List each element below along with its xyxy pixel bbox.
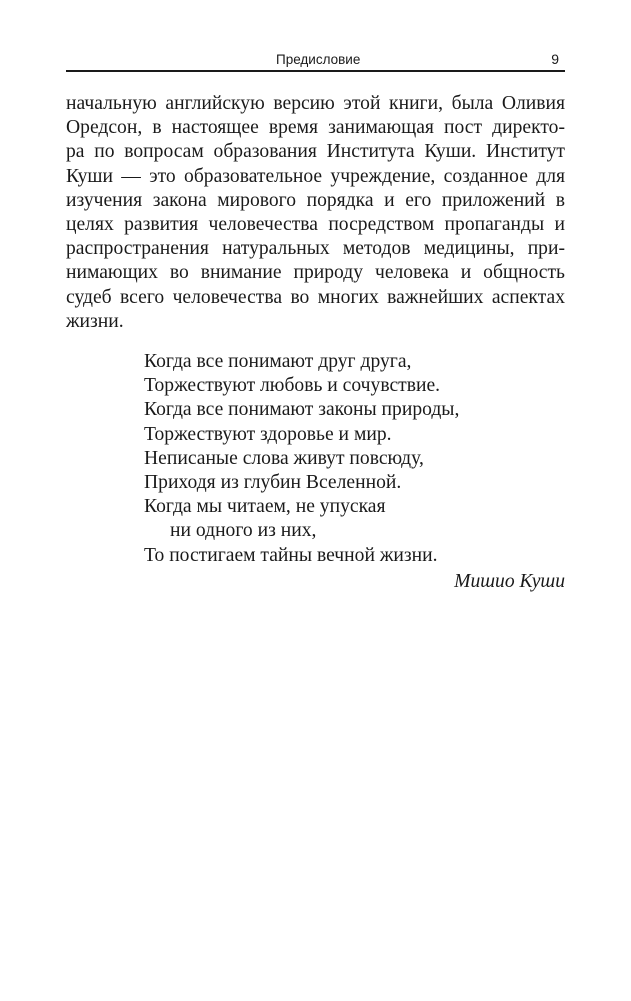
body-line: нимающих во внимание природу человека и общность xyxy=(66,262,565,284)
running-header xyxy=(66,46,565,72)
body-line: ра по вопросам образования Института Куши. Институт xyxy=(66,141,565,163)
poem-line: ни одного из них, xyxy=(170,520,317,542)
poem xyxy=(144,350,459,568)
poem-line: То постигаем тайны вечной жизни. xyxy=(144,544,438,566)
body-line: изучения закона мирового порядка и его приложений в xyxy=(66,189,565,211)
body-line: Куши — это образовательное учреждение, созданное для xyxy=(66,165,565,187)
section-title: Предисловие xyxy=(276,52,361,67)
body-line: жизни. xyxy=(66,310,124,332)
body-line: судеб всего человечества во многих важнейших аспектах xyxy=(66,286,565,308)
poem-line: Когда все понимают законы природы, xyxy=(144,399,460,421)
body-line: начальную английскую версию этой книги, была Оливия xyxy=(66,93,565,114)
body-line: целях развития человечества посредством пропаганды и xyxy=(66,214,565,236)
poem-line: Когда все понимают друг друга, xyxy=(144,351,412,372)
poem-line: Торжествуют любовь и сочувствие. xyxy=(144,375,441,397)
body-paragraph xyxy=(66,92,565,334)
page-number: 9 xyxy=(551,51,559,67)
body-line: распространения натуральных методов медицины, при- xyxy=(66,238,565,260)
author-signature: Мишио Куши xyxy=(454,571,565,592)
poem-line: Когда мы читаем, не упуская xyxy=(144,496,386,518)
body-line: Оредсон, в настоящее время занимающая пост директо- xyxy=(66,117,565,139)
poem-line: Неписаные слова живут повсюду, xyxy=(144,447,424,469)
poem-line: Торжествуют здоровье и мир. xyxy=(144,423,392,445)
header-rule xyxy=(66,70,565,72)
poem-line: Приходя из глубин Вселенной. xyxy=(144,472,402,494)
